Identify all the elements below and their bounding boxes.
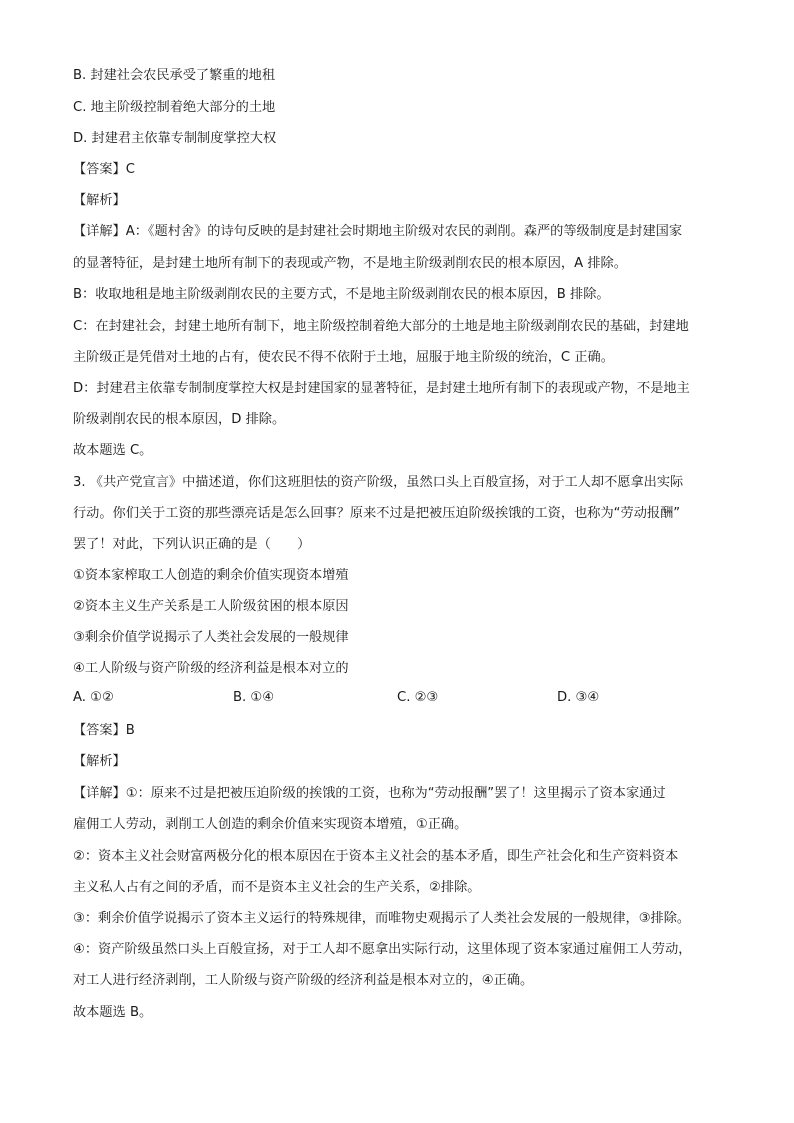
- detail-text-line: 对工人进行经济剥削，工人阶级与资产阶级的经济利益是根本对立的，④正确。: [73, 973, 534, 988]
- detail-text-line: 主义私人占有之间的矛盾，而不是资本主义社会的生产关系，②排除。: [73, 880, 481, 895]
- question-3-line: 行动。你们关于工资的那些漂亮话是怎么回事？原来不过是把被压迫阶级挨饿的工资，也称为“劳动报酬”: [73, 506, 681, 521]
- detail-text-line: 【详解】A：《题村舍》的诗句反映的是封建社会时期地主阶级对农民的剥削。森严的等级制度是封建国家: [73, 224, 683, 239]
- option-b-line: B. 封建社会农民承受了繁重的地租: [73, 68, 276, 83]
- option-d-line: D. 封建君主依靠专制制度掌控大权: [73, 131, 277, 146]
- statement-line: ①资本家榨取工人创造的剩余价值实现资本增殖: [73, 568, 349, 583]
- choice-c: C. ②③: [397, 690, 439, 705]
- detail-text-line: ②：资本主义社会财富两极分化的根本原因在于资本主义社会的基本矛盾，即生产社会化和生产资料资本: [73, 849, 679, 864]
- answer-options: [73, 690, 733, 708]
- statement-line: ②资本主义生产关系是工人阶级贫困的根本原因: [73, 599, 349, 614]
- analysis-label: 【解析】: [73, 193, 126, 208]
- choice-a: A. ①②: [73, 690, 114, 705]
- answer-label: 【答案】B: [73, 723, 135, 738]
- detail-text-line: 的显著特征，是封建土地所有制下的表现或产物，不是地主阶级剥削农民的根本原因，A 排除。: [73, 256, 627, 271]
- detail-text-line: D：封建君主依靠专制制度掌控大权是封建国家的显著特征，是封建土地所有制下的表现或产物，不是地主: [73, 381, 690, 396]
- choice-d: D. ③④: [557, 690, 600, 705]
- question-3-line: 3. 《共产党宣言》中描述道，你们这班胆怯的资产阶级，虽然口头上百般宣扬，对于工人却不愿拿出实际: [73, 475, 684, 490]
- conclusion-line: 故本题选 C。: [73, 443, 153, 458]
- choice-b: B. ①④: [233, 690, 275, 705]
- analysis-label: 【解析】: [73, 754, 126, 769]
- answer-label: 【答案】C: [73, 162, 135, 177]
- question-3-line: 罢了！对此，下列认识正确的是（ ）: [73, 537, 311, 552]
- statement-line: ③剩余价值学说揭示了人类社会发展的一般规律: [73, 630, 349, 645]
- detail-text-line: 阶级剥削农民的根本原因，D 排除。: [73, 412, 286, 427]
- detail-text-line: B：收取地租是地主阶级剥削农民的主要方式，不是地主阶级剥削农民的根本原因，B 排除。: [73, 287, 610, 302]
- detail-text-line: ③：剩余价值学说揭示了资本主义运行的特殊规律，而唯物史观揭示了人类社会发展的一般规律，③排除。: [73, 911, 691, 926]
- detail-text-line: ④：资产阶级虽然口头上百般宣扬，对于工人却不愿拿出实际行动，这里体现了资本家通过雇佣工人劳动，: [73, 942, 692, 957]
- option-c-line: C. 地主阶级控制着绝大部分的土地: [73, 100, 276, 115]
- detail-text-line: C：在封建社会，封建土地所有制下，地主阶级控制着绝大部分的土地是地主阶级剥削农民的基础，封建地: [73, 319, 689, 334]
- detail-text-line: 雇佣工人劳动，剥削工人创造的剩余价值来实现资本增殖，①正确。: [73, 817, 468, 832]
- statement-line: ④工人阶级与资产阶级的经济利益是根本对立的: [73, 661, 349, 676]
- detail-text-line: 主阶级正是凭借对土地的占有，使农民不得不依附于土地，屈服于地主阶级的统治，C 正确。: [73, 350, 614, 365]
- conclusion-line: 故本题选 B。: [73, 1005, 153, 1020]
- detail-text-line: 【详解】①：原来不过是把被压迫阶级的挨饿的工资，也称为“劳动报酬”罢了！这里揭示了资本家通过: [73, 786, 666, 801]
